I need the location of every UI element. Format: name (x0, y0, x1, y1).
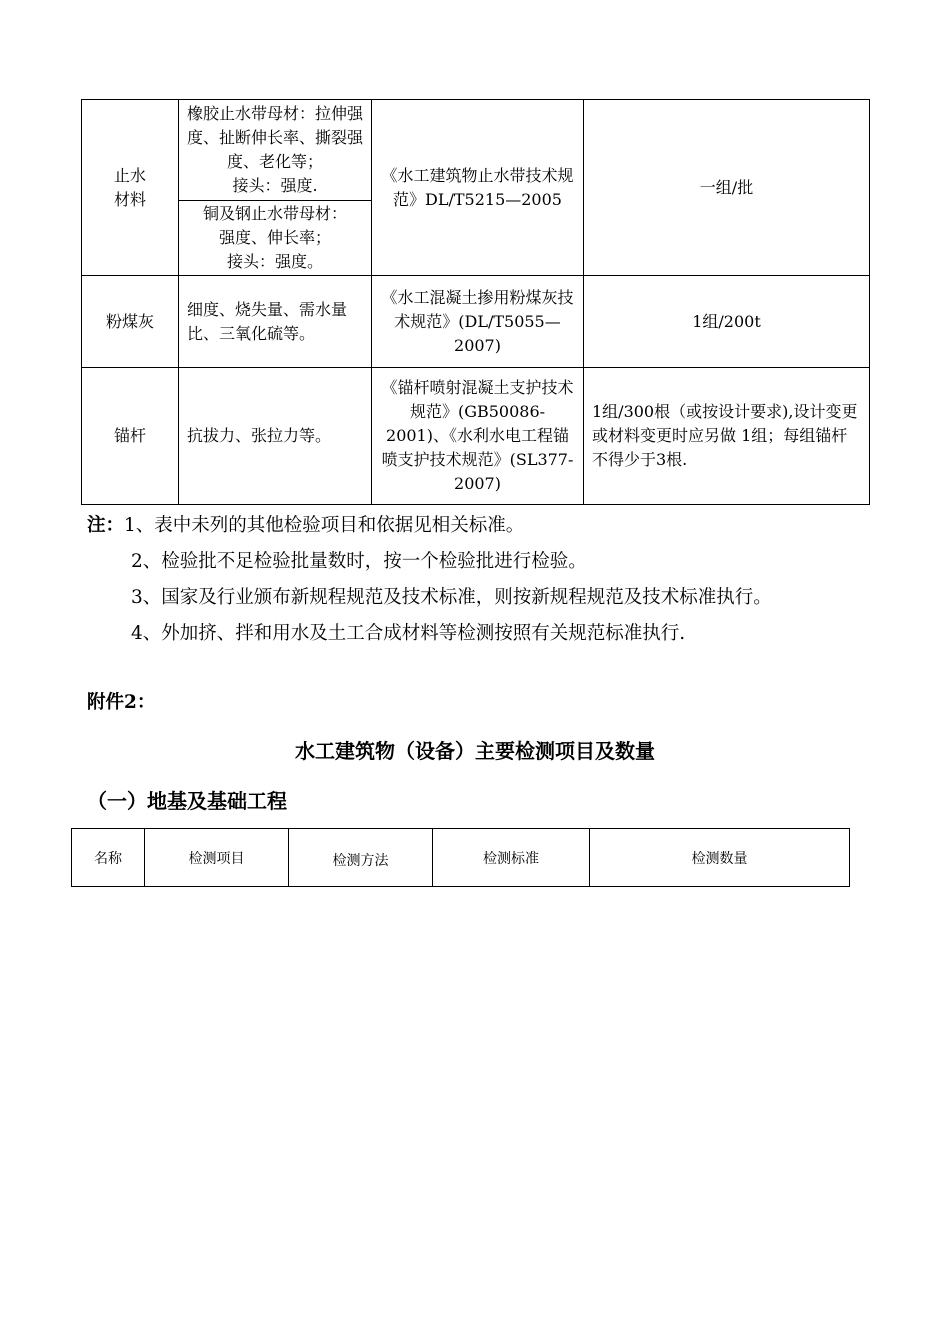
cell-text: 细度、烧失量、需水量比、三氧化硫等。 (187, 299, 348, 343)
cell-text: 强度、伸长率； (218, 228, 331, 247)
cell-text: 粉煤灰 (105, 311, 154, 331)
row-standard-flyash (372, 276, 584, 368)
table-row (82, 100, 870, 201)
header-item (145, 829, 289, 887)
cell-text: 1组/300根（或按设计要求),设计变更或材料变更时应另做 1组；每组锚杆不得少于3根. (592, 402, 858, 469)
row-item-anchor (179, 368, 372, 505)
cell-text: 锚杆 (113, 426, 146, 445)
note-text: 1、表中未列的其他检验项目和依据见相关标准。 (124, 515, 525, 536)
note-4 (87, 616, 867, 652)
foundation-test-table (71, 828, 850, 887)
row-quantity-flyash (584, 276, 870, 368)
header-quantity (590, 829, 850, 887)
header-text: 检测项目 (188, 850, 245, 867)
note-text: 2、检验批不足检验批量数时，按一个检验批进行检验。 (131, 551, 587, 572)
cell-text: 一组/批 (699, 177, 754, 197)
notes-section (87, 508, 867, 652)
note-2 (87, 544, 867, 580)
section-title: （一）地基及基础工程 (87, 789, 287, 813)
note-3 (87, 580, 867, 616)
table-header-row (72, 829, 850, 887)
cell-text: 接头：强度. (232, 176, 318, 195)
attachment-label: 附件2： (87, 692, 156, 713)
header-text: 检测数量 (691, 850, 748, 867)
header-standard (433, 829, 590, 887)
row-name-anchor (82, 368, 179, 505)
row-name-waterstop (82, 100, 179, 276)
row-standard-waterstop (372, 100, 584, 276)
cell-text: 1组/200t (692, 311, 761, 331)
header-text: 检测标准 (483, 850, 539, 867)
cell-text: 接头：强度。 (226, 252, 323, 271)
note-text: 4、外加挤、拌和用水及土工合成材料等检测按照有关规范标准执行. (131, 623, 686, 644)
header-name (72, 829, 145, 887)
note-text: 3、国家及行业颁布新规程规范及技术标准，则按新规程规范及技术标准执行。 (131, 587, 772, 608)
cell-text: 橡胶止水带母材：拉伸强度、扯断伸长率、撕裂强度、老化等； (187, 104, 364, 171)
row-quantity-anchor (584, 368, 870, 505)
notes-label: 注： (87, 515, 125, 536)
header-text: 检测方法 (332, 853, 389, 869)
row-standard-anchor (372, 368, 584, 505)
row-name-flyash (82, 276, 179, 368)
cell-text: 铜及钢止水带母材： (202, 204, 347, 223)
materials-test-table (81, 99, 870, 505)
header-text: 名称 (94, 850, 122, 867)
page-title: 水工建筑物（设备）主要检测项目及数量 (295, 739, 655, 763)
row-item-rubber (179, 100, 372, 201)
row-item-copper-steel (179, 201, 372, 276)
cell-text: 止水 材料 (113, 165, 146, 209)
row-quantity-waterstop (584, 100, 870, 276)
cell-text: 《水工混凝土掺用粉煤灰技术规范》(DL/T5055—2007) (381, 287, 574, 355)
table-row (82, 368, 870, 505)
row-item-flyash (179, 276, 372, 368)
note-1 (87, 508, 867, 544)
cell-text: 《水工建筑物止水带技术规范》DL/T5215—2005 (381, 165, 574, 209)
header-method (289, 829, 433, 887)
cell-text: 抗拔力、张拉力等。 (187, 426, 332, 445)
table-row (82, 276, 870, 368)
cell-text: 《锚杆喷射混凝土支护技术规范》(GB50086-2001)、《水利水电工程锚喷支护技术规范》(SL377-2007) (381, 378, 574, 493)
